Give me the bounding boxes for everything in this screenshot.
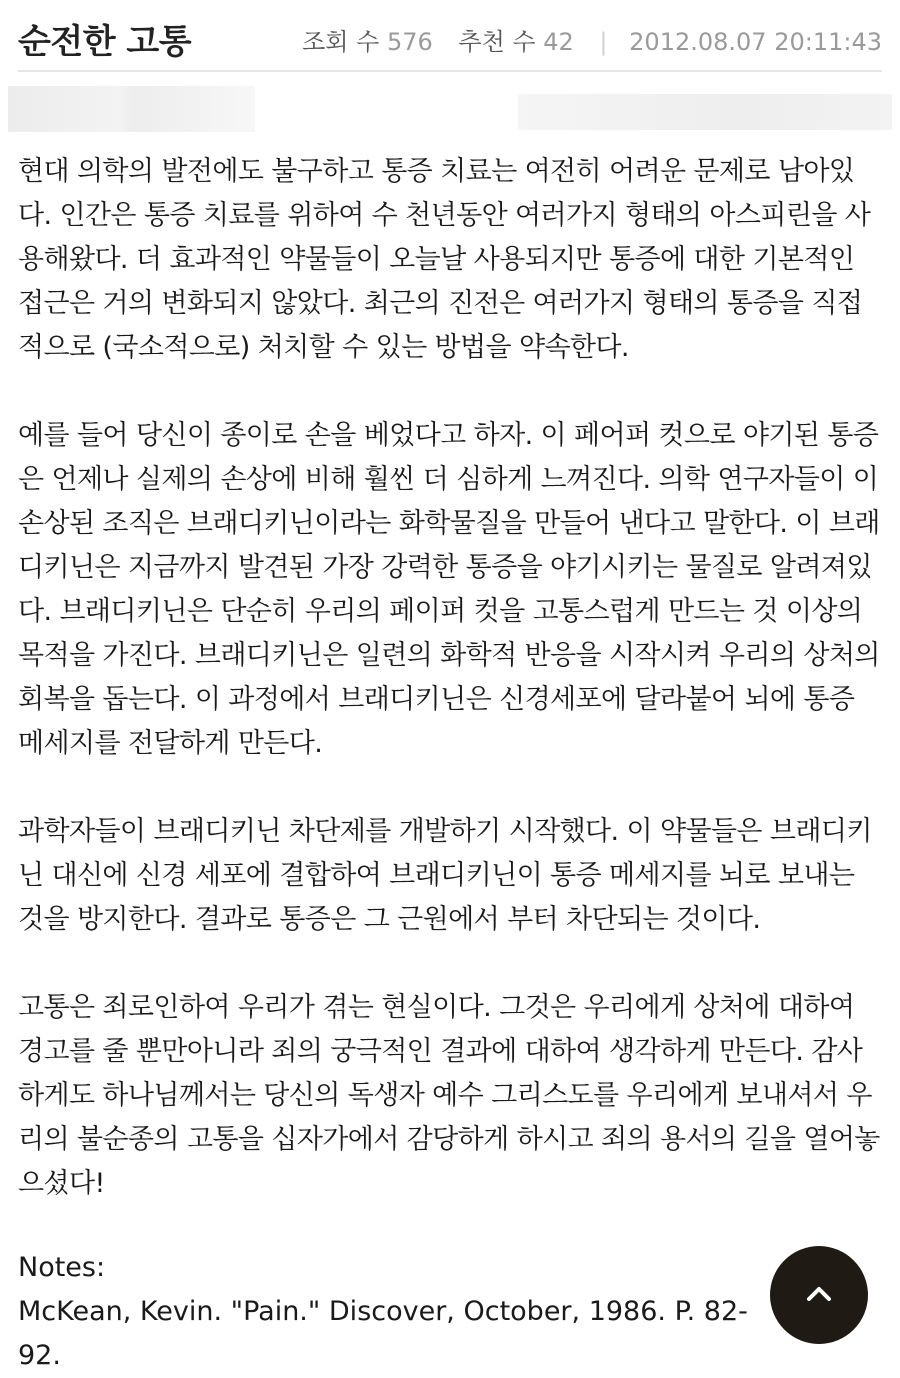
post-title: 순전한 고통 <box>18 22 192 62</box>
paragraph: 과학자들이 브래디키닌 차단제를 개발하기 시작했다. 이 약물들은 브래디키닌 대신에 신경 세포에 결합하여 브래디키닌이 통증 메세지를 뇌로 보내는 것을 방지한다. 결과로 통증은 그 근원에서 부터 차단되는 것이다. <box>18 816 872 935</box>
views-label: 조회 수 <box>302 28 380 56</box>
paragraph: 고통은 죄로인하여 우리가 겪는 현실이다. 그것은 우리에게 상처에 대하여 경고를 줄 뿐만아니라 죄의 궁극적인 결과에 대하여 생각하게 만든다. 감사하게도 하나님께서는 당신의 독생자 예수 그리스도를 우리에게 보내셔서 우리의 불순종의 고통을 십자가에서 감당하게 하시고 죄의 용서의 길을 열어놓으셨다! <box>18 992 880 1199</box>
recommend-label: 추천 수 <box>458 28 536 56</box>
post-meta <box>302 22 882 57</box>
paragraph: 현대 의학의 발전에도 불구하고 통증 치료는 여전히 어려운 문제로 남아있다. 인간은 통증 치료를 위하여 수 천년동안 여러가지 형태의 아스피린을 사용해왔다. 더 효과적인 약물들이 오늘날 사용되지만 통증에 대한 기본적인 접근은 거의 변화되지 않았다. 최근의 진전은 여러가지 형태의 통증을 직접적으로 (국소적으로) 처치할 수 있는 방법을 약속한다. <box>18 156 871 363</box>
chevron-up-icon <box>804 1283 834 1307</box>
meta-separator: | <box>599 28 608 56</box>
post-header <box>18 0 882 72</box>
recommend-count: 42 <box>543 28 574 56</box>
blurred-info-right <box>518 94 892 130</box>
blurred-author-info <box>8 86 255 132</box>
notes-section <box>18 1246 758 1378</box>
views-count: 576 <box>386 28 433 56</box>
scroll-to-top-button[interactable] <box>770 1246 868 1344</box>
post-content <box>18 150 884 1250</box>
post-date: 2012.08.07 20:11:43 <box>629 28 882 56</box>
notes-citation: McKean, Kevin. "Pain." Discover, October, 1986. P. 82-92. <box>18 1296 748 1371</box>
paragraph: 예를 들어 당신이 종이로 손을 베었다고 하자. 이 페어퍼 컷으로 야기된 통증은 언제나 실제의 손상에 비해 훨씬 더 심하게 느껴진다. 의학 연구자들이 이 손상된 조직은 브래디키닌이라는 화학물질을 만들어 낸다고 말한다. 이 브래디키닌은 지금까지 발견된 가장 강력한 통증을 야기시키는 물질로 알려져있다. 브래디키닌은 단순히 우리의 페이퍼 컷을 고통스럽게 만드는 것 이상의 목적을 가진다. 브래디키닌은 일련의 화학적 반응을 시작시켜 우리의 상처의 회복을 돕는다. 이 과정에서 브래디키닌은 신경세포에 달라붙어 뇌에 통증 메세지를 전달하게 만든다. <box>18 420 880 759</box>
notes-label: Notes: <box>18 1252 106 1283</box>
